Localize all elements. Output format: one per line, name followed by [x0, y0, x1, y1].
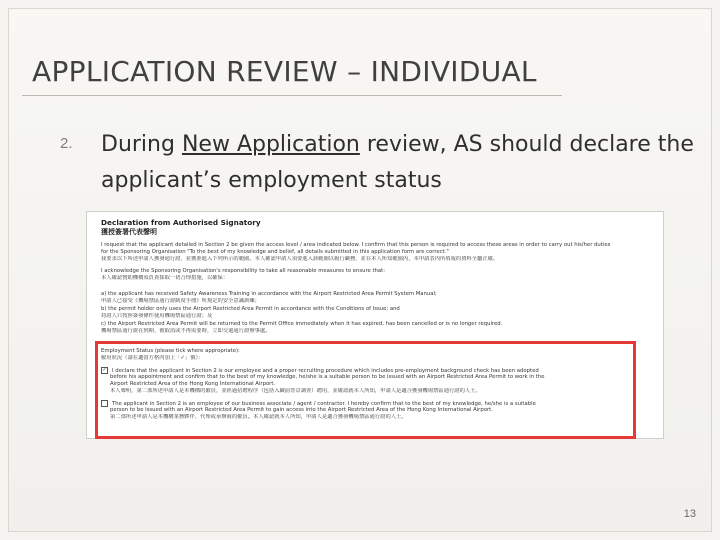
employment-status-title-en: Employment Status (please tick where appropriate):	[101, 348, 240, 354]
list-item-number: 2.	[60, 135, 73, 152]
declaration-line: for the Sponsoring Organisation "To the best of my knowledge and belief, all details submitted in this application form are correct."	[101, 249, 449, 255]
text-before: During	[101, 132, 182, 157]
slide-title: APPLICATION REVIEW – INDIVIDUAL	[32, 55, 537, 88]
underlined-term: New Application	[181, 132, 360, 157]
declaration-line: 我要求以下所述申請人獲發通行證，並獲准進入下列所示的範圍。本人確認申請人須要進入該範圍以履行職務，並在本人所知範圍內，本申請表內所填報的資料全屬正確。	[101, 256, 499, 262]
declaration-line: 機場禁區通行證在到期、被取消或不再需要時，立即交還通行證辦事處。	[101, 328, 271, 334]
declaration-line: I acknowledge the Sponsoring Organisation's responsibility to take all reasonable measures to ensure that:	[101, 268, 386, 274]
checkbox-checked-icon: ✓	[102, 367, 107, 373]
declaration-line: I request that the applicant detailed in Section 2 be given the access level / area indicated below. I confirm that this person is required to access these areas in order to carry out his/her duties	[101, 242, 611, 248]
employee-option-line: before his appointment and confirm that to the best of my knowledge, he/she is a suitable person to be issued with an Airport Restricted Area Permit to work in the	[110, 374, 545, 380]
employment-status-title-zh: 僱用狀況（請在適當方格內加上「✓」號）：	[101, 355, 204, 361]
contractor-option-line: person to be issued with an Airport Restricted Area Permit to gain access into the Airport Restricted Area of the Hong Kong International Airport.	[110, 407, 493, 413]
declaration-heading-zh: 獲授簽署代表聲明	[101, 228, 157, 236]
text-after: review, AS should declare the applicant’s employment status	[101, 132, 694, 193]
employee-option-line: 本人聲明，第二部所述申請人是本機構的僱員，並經過招聘程序（包括入職前背景調查）聘用，並確認就本人所知，申請人是適合獲發機場禁區通行證的人士。	[110, 388, 481, 394]
employee-option-line: I declare that the applicant in Section 2 is our employee and a proper recruiting procedure which includes pre-employment background check has been adopted	[112, 368, 539, 374]
highlight-box	[95, 341, 636, 439]
declaration-line: 持證人只按照簽發條件使用機場禁區通行證；及	[101, 313, 213, 319]
declaration-heading-en: Declaration from Authorised Signatory	[101, 218, 261, 227]
title-divider	[22, 95, 562, 96]
list-item-text	[101, 127, 701, 199]
declaration-line: 本人確認贊助機構須負責採取一切合理措施，以確保：	[101, 275, 229, 281]
contractor-option-line: 第二部所述申請人是本機構業務夥伴、代理或承辦商的僱員。本人確認就本人所知，申請人是適合獲發機場禁區通行證的人士。	[110, 414, 407, 420]
contractor-option-line: The applicant in Section 2 is an employee of our business associate / agent / contractor. I hereby confirm that to the best of my knowledge, he/she is a suitable	[112, 401, 536, 407]
employee-option-line: Airport Restricted Area of the Hong Kong International Airport.	[110, 381, 276, 387]
page-number: 13	[683, 508, 696, 520]
declaration-line: 申請人已接受《機場禁區通行證制度手冊》所規定的安全意識訓練；	[101, 298, 260, 304]
declaration-line: c) the Airport Restricted Area Permit will be returned to the Permit Office immediately when it has expired, has been cancelled or is no longer required.	[101, 321, 503, 327]
declaration-line: b) the permit holder only uses the Airport Restricted Area Permit in accordance with the Conditions of Issue; and	[101, 306, 400, 312]
declaration-line: a) the applicant has received Safety Awareness Training in accordance with the Airport Restricted Area Permit System Manual;	[101, 291, 437, 297]
